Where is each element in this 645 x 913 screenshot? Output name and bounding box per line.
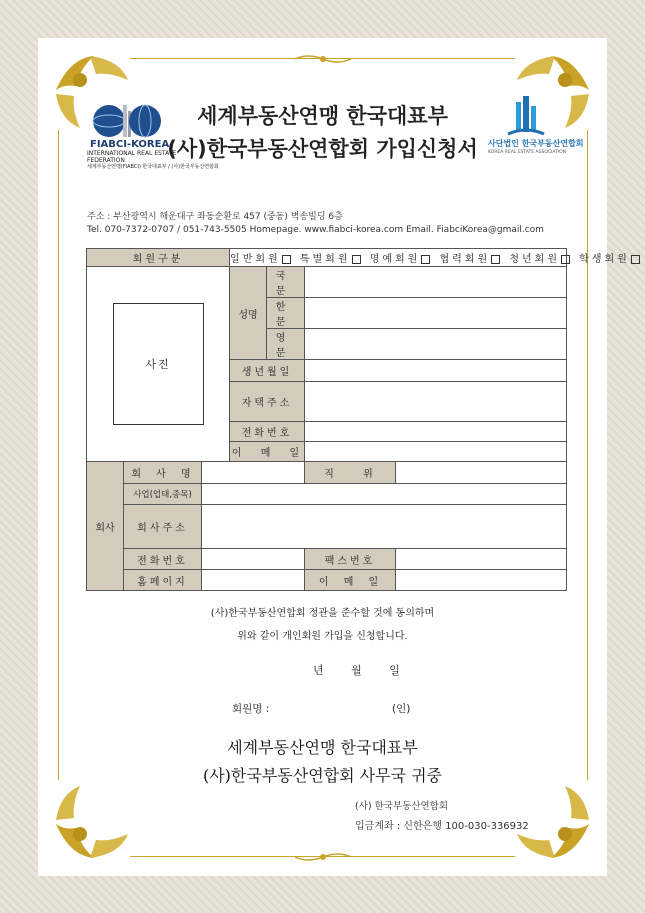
member-type-student-checkbox[interactable]: [631, 255, 640, 264]
page-title-line-2: (사)한국부동산연합회 가입신청서: [167, 137, 478, 161]
border-left-line: [58, 130, 59, 780]
pledge-line-1: (사)한국부동산연합회 정관을 준수할 것에 동의하며: [210, 608, 435, 619]
bottom-center-ornament: [293, 851, 353, 863]
member-type-cooperative: 협력회원: [439, 254, 491, 265]
member-type-options: [230, 249, 630, 267]
home-address-field[interactable]: [305, 382, 567, 422]
company-group-label: 회사: [87, 462, 124, 591]
company-phone-field[interactable]: [202, 549, 305, 570]
member-type-special: 특별회원: [299, 254, 351, 265]
fiabci-korea-logo-subtitle-korean: 세계부동산연맹(FIABCI) 한국대표부 / (사)한국부동산연합회: [87, 164, 219, 170]
association-logo-name: 사단법인 한국부동산연합회: [488, 139, 584, 148]
company-name-label: 회 사 명: [124, 462, 202, 484]
company-name-field[interactable]: [202, 462, 305, 484]
email-label: 이 메 일: [230, 442, 305, 462]
member-type-label: 회원구분: [87, 249, 230, 267]
association-logo-subtitle: KOREA REAL ESTATE ASSOCIATION: [488, 150, 567, 155]
company-email-field[interactable]: [396, 570, 567, 591]
korea-real-estate-association-logo: [488, 96, 584, 156]
member-type-general: 일반회원: [230, 254, 281, 265]
recipient-line-2: (사)한국부동산연합회 사무국 귀중: [202, 766, 443, 785]
name-hanja-label: 한문: [267, 298, 305, 329]
position-label: 직 위: [305, 462, 396, 484]
member-type-special-checkbox[interactable]: [352, 255, 361, 264]
account-holder: (사) 한국부동산연합회: [355, 801, 449, 812]
name-english-label: 영문: [267, 329, 305, 360]
home-address-label: 자택주소: [230, 382, 305, 422]
company-phone-label: 전화번호: [124, 549, 202, 570]
company-address-field[interactable]: [202, 505, 567, 549]
ribbon-ornament-bottom-left: [50, 780, 134, 864]
application-date[interactable]: 년 월 일: [313, 664, 400, 677]
birth-date-field[interactable]: [305, 360, 567, 382]
name-english-field[interactable]: [305, 329, 567, 360]
member-type-youth-checkbox[interactable]: [561, 255, 570, 264]
email-field[interactable]: [305, 442, 567, 462]
homepage-field[interactable]: [202, 570, 305, 591]
business-label: 사업(업태,종목): [124, 484, 202, 505]
homepage-label: 홈페이지: [124, 570, 202, 591]
recipient-line-1: 세계부동산연맹 한국대표부: [227, 738, 418, 757]
position-field[interactable]: [396, 462, 567, 484]
company-address-label: 회사주소: [124, 505, 202, 549]
contact-line: Tel. 070-7372-0707 / 051-743-5505 Homepage. www.fiabci-korea.com Email. FiabciKorea@gmail.com: [87, 225, 544, 235]
fiabci-korea-logo-name: FIABCI-KOREA: [90, 139, 170, 150]
border-right-line: [587, 130, 588, 780]
member-name-label: 회원명 :: [232, 703, 270, 715]
member-type-youth: 청년회원: [509, 254, 560, 265]
member-type-cooperative-checkbox[interactable]: [491, 255, 500, 264]
buildings-icon: [506, 96, 546, 138]
member-type-student: 학생회원: [579, 254, 630, 265]
company-email-label: 이 메 일: [305, 570, 396, 591]
page-title-line-1: 세계부동산연맹 한국대표부: [197, 104, 448, 128]
name-hanja-field[interactable]: [305, 298, 567, 329]
top-center-ornament: [293, 53, 353, 65]
application-form-table: [86, 248, 630, 591]
seal-mark: (인): [392, 703, 411, 715]
fiabci-korea-logo-subtitle: INTERNATIONAL REAL ESTATE FEDERATION: [87, 150, 177, 164]
pledge-line-2: 위와 같이 개인회원 가입을 신청합니다.: [237, 631, 408, 642]
member-type-general-checkbox[interactable]: [282, 255, 291, 264]
photo-label: 사진: [145, 358, 171, 371]
member-type-honorary: 명예회원: [369, 254, 421, 265]
birth-date-label: 생년월일: [230, 360, 305, 382]
phone-label: 전화번호: [230, 422, 305, 442]
fax-field[interactable]: [396, 549, 567, 570]
name-korean-label: 국문: [267, 267, 305, 298]
address-line: 주소 : 부산광역시 해운대구 좌동순환로 457 (중동) 벽송빌딩 6층: [87, 212, 343, 222]
fax-label: 팩스번호: [305, 549, 396, 570]
photo-box[interactable]: [113, 303, 204, 425]
business-field[interactable]: [202, 484, 567, 505]
phone-field[interactable]: [305, 422, 567, 442]
photo-cell[interactable]: [87, 267, 230, 462]
account-info: 입금계좌 : 신한은행 100-030-336932: [355, 821, 529, 832]
member-type-honorary-checkbox[interactable]: [421, 255, 430, 264]
name-korean-field[interactable]: [305, 267, 567, 298]
name-label: 성명: [230, 267, 267, 360]
